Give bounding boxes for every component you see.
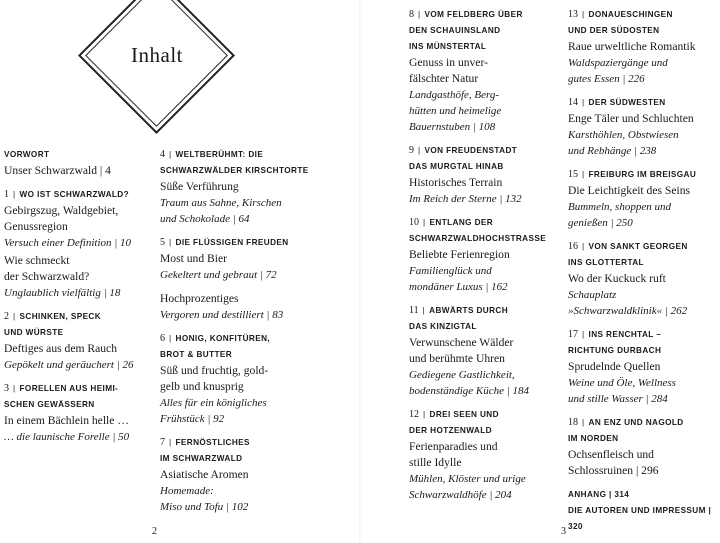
entry-title-line: Gebirgszug, Waldgebiet,: [4, 204, 119, 217]
entry-subtitle-line: Karsthöhlen, Obstwiesen: [568, 129, 679, 141]
section-heading-text: SCHWARZWÄLDER KIRSCHTORTE: [160, 166, 309, 175]
section-heading-line: [568, 487, 720, 503]
toc-entry: [568, 7, 720, 87]
section-heading-text: DEN SCHAUINSLAND: [409, 26, 501, 35]
section-heading-text: ENTLANG DER: [429, 218, 494, 227]
entry-subtitle-line: und Schokolade | 64: [160, 213, 250, 225]
entry-subtitle-line: Alles für ein königliches: [160, 397, 267, 409]
chapter-number: 8: [409, 9, 414, 20]
entry-subtitle-line: Gekeltert und gebraut | 72: [160, 269, 277, 281]
section-heading-line: [409, 215, 561, 231]
entry-subtitle-line: Homemade:: [160, 485, 214, 497]
entry-title-line: und berühmte Uhren: [409, 352, 505, 365]
entry-title-line: In einem Bächlein helle …: [4, 414, 129, 427]
section-heading-text: IM NORDEN: [568, 434, 619, 443]
entry-title-line: Genuss in unver-: [409, 56, 488, 69]
entry-subtitle-line: Im Reich der Sterne | 132: [409, 193, 522, 205]
entry-subtitle-line: Schauplatz: [568, 289, 617, 301]
entry-title-line: Historisches Terrain: [409, 176, 503, 189]
section-heading-text: DAS MURGTAL HINAB: [409, 162, 504, 171]
entry-subtitle-line: Landgasthöfe, Berg-: [409, 89, 500, 101]
toc-entry: [568, 487, 720, 535]
entry-title-line: stille Idylle: [409, 456, 462, 469]
toc-entry: [160, 235, 356, 283]
separator-bar: |: [13, 312, 16, 321]
separator-bar: |: [169, 238, 172, 247]
section-heading-text: DIE FLÜSSIGEN FREUDEN: [175, 238, 289, 247]
separator-bar: |: [582, 242, 585, 251]
separator-bar: |: [582, 170, 585, 179]
entry-title-line: gelb und knusprig: [160, 380, 244, 393]
entry-title-line: Ochsenfleisch und: [568, 448, 654, 461]
section-heading-line: [409, 143, 561, 159]
section-heading-line: [409, 303, 561, 319]
separator-bar: |: [418, 146, 421, 155]
entry-title-line: Hochprozentiges: [160, 292, 239, 305]
entry-subtitle-line: und Rebhänge | 238: [568, 145, 657, 157]
section-heading-line: [568, 255, 720, 271]
chapter-number: 9: [409, 145, 414, 156]
separator-bar: |: [169, 438, 172, 447]
entry-subtitle-line: Gediegene Gastlichkeit,: [409, 369, 515, 381]
entry-subtitle-line: Waldspaziergänge und: [568, 57, 668, 69]
section-heading-text: VOM FELDBERG ÜBER: [424, 10, 523, 19]
section-heading-text: VON FREUDENSTADT: [424, 146, 518, 155]
section-heading-line: [568, 327, 720, 343]
entry-title-line: Sprudelnde Quellen: [568, 360, 661, 373]
entry-subtitle-line: Mühlen, Klöster und urige: [409, 473, 526, 485]
entry-subtitle-line: gutes Essen | 226: [568, 73, 645, 85]
chapter-number: 15: [568, 169, 578, 180]
page-number-left: 2: [152, 526, 157, 537]
entry-title-line: Most und Bier: [160, 252, 227, 265]
section-heading-line: [568, 503, 720, 535]
toc-column-left-1: [4, 147, 156, 453]
section-heading-line: [568, 167, 720, 183]
toc-entry: [409, 407, 561, 503]
entry-title-line: Wo der Kuckuck ruft: [568, 272, 666, 285]
toc-entry: [4, 381, 156, 445]
entry-title-line: Beliebte Ferienregion: [409, 248, 510, 261]
section-heading-text: VON SANKT GEORGEN: [588, 242, 688, 251]
section-heading-text: INS GLOTTERTAL: [568, 258, 644, 267]
section-heading-line: [409, 407, 561, 423]
section-heading-line: [160, 331, 356, 347]
entry-title-line: Genussregion: [4, 220, 68, 233]
section-heading-line: [568, 343, 720, 359]
section-heading-line: [409, 23, 561, 39]
chapter-number: 17: [568, 329, 578, 340]
page-right: [360, 0, 720, 542]
section-heading-text: DER HOTZENWALD: [409, 426, 492, 435]
entry-subtitle-line: Versuch einer Definition | 10: [4, 237, 132, 249]
section-heading-text: HONIG, KONFITÜREN,: [175, 334, 271, 343]
section-heading-line: [409, 231, 561, 247]
section-heading-line: [160, 451, 356, 467]
entry-subtitle-line: Frühstück | 92: [160, 413, 225, 425]
separator-bar: |: [582, 330, 585, 339]
section-heading-line: [4, 187, 156, 203]
entry-title-line: fälschter Natur: [409, 72, 479, 85]
toc-entry: [568, 239, 720, 319]
chapter-number: 14: [568, 97, 578, 108]
section-heading-line: [568, 95, 720, 111]
chapter-number: 5: [160, 237, 165, 248]
page-left: [0, 0, 360, 542]
entry-title-line: Raue urweltliche Romantik: [568, 40, 696, 53]
entry-title-line: Ferienparadies und: [409, 440, 498, 453]
toc-column-left-2: [160, 147, 356, 523]
section-heading-text: FERNÖSTLICHES: [175, 438, 250, 447]
chapter-number: 18: [568, 417, 578, 428]
entry-subtitle-line: bodenständige Küche | 184: [409, 385, 530, 397]
separator-bar: |: [169, 334, 172, 343]
entry-subtitle-line: … die launische Forelle | 50: [4, 431, 130, 443]
toc-entry: [4, 147, 156, 179]
chapter-number: 7: [160, 437, 165, 448]
page-title: Inhalt: [131, 43, 183, 67]
toc-entry: [4, 253, 156, 301]
section-heading-line: [409, 7, 561, 23]
section-heading-text: SCHEN GEWÄSSERN: [4, 400, 95, 409]
section-heading-line: [568, 23, 720, 39]
toc-entry: [409, 215, 561, 295]
section-heading-line: [160, 435, 356, 451]
entry-title-line: der Schwarzwald?: [4, 270, 90, 283]
toc-entry: [160, 435, 356, 515]
section-heading-line: [409, 159, 561, 175]
chapter-number: 13: [568, 9, 578, 20]
section-heading-line: [568, 7, 720, 23]
toc-entry: [160, 331, 356, 427]
entry-subtitle-line: Weine und Öle, Wellness: [568, 377, 676, 389]
section-heading-line: [568, 239, 720, 255]
section-heading-line: [4, 309, 156, 325]
entry-title-line: Enge Täler und Schluchten: [568, 112, 694, 125]
section-heading-text: UND WÜRSTE: [4, 328, 64, 337]
section-heading-line: [160, 147, 356, 163]
toc-entry: [160, 291, 356, 323]
section-heading-text: INS RENCHTAL –: [588, 330, 662, 339]
entry-subtitle-line: hütten und heimelige: [409, 105, 502, 117]
section-heading-text: ABWÄRTS DURCH: [429, 306, 509, 315]
entry-subtitle-line: Unglaublich vielfältig | 18: [4, 287, 121, 299]
chapter-number: 16: [568, 241, 578, 252]
toc-column-right-2: [568, 7, 720, 543]
entry-subtitle-line: Vergoren und destilliert | 83: [160, 309, 284, 321]
entry-subtitle-line: genießen | 250: [568, 217, 633, 229]
section-heading-text: UND DER SÜDOSTEN: [568, 26, 660, 35]
chapter-number: 12: [409, 409, 419, 420]
separator-bar: |: [418, 10, 421, 19]
entry-title-line: Unser Schwarzwald | 4: [4, 164, 111, 177]
entry-subtitle-line: Traum aus Sahne, Kirschen: [160, 197, 282, 209]
section-heading-text: DAS KINZIGTAL: [409, 322, 477, 331]
section-heading-text: BROT & BUTTER: [160, 350, 233, 359]
entry-title-line: Deftiges aus dem Rauch: [4, 342, 118, 355]
entry-subtitle-line: Bauernstuben | 108: [409, 121, 496, 133]
toc-entry: [568, 95, 720, 159]
separator-bar: |: [13, 190, 16, 199]
toc-entry: [409, 143, 561, 207]
separator-bar: |: [422, 306, 426, 315]
section-heading-line: [568, 415, 720, 431]
entry-subtitle-line: Familienglück und: [409, 265, 492, 277]
section-heading-text: RICHTUNG DURBACH: [568, 346, 662, 355]
separator-bar: |: [582, 98, 585, 107]
entry-title-line: Verwunschene Wälder: [409, 336, 514, 349]
section-heading-text: AN ENZ UND NAGOLD: [588, 418, 684, 427]
separator-bar: |: [169, 150, 172, 159]
section-heading-line: [4, 381, 156, 397]
section-heading-text: FREIBURG IM BREISGAU: [588, 170, 697, 179]
toc-entry: [568, 415, 720, 479]
separator-bar: |: [423, 410, 426, 419]
entry-subtitle-line: Miso und Tofu | 102: [160, 501, 249, 513]
section-heading-line: [568, 431, 720, 447]
chapter-number: 3: [4, 383, 9, 394]
chapter-number: 2: [4, 311, 9, 322]
entry-title-line: Die Leichtigkeit des Seins: [568, 184, 691, 197]
page-number-right: 3: [561, 526, 566, 537]
section-heading-line: [160, 347, 356, 363]
entry-title-line: Asiatische Aromen: [160, 468, 249, 481]
chapter-number: 1: [4, 189, 9, 200]
entry-title-line: Wie schmeckt: [4, 254, 70, 267]
entry-title-line: Schlossruinen | 296: [568, 464, 659, 477]
toc-entry: [568, 327, 720, 407]
section-heading-text: WO IST SCHWARZWALD?: [19, 190, 130, 199]
toc-entry: [409, 7, 561, 135]
section-heading-line: [160, 235, 356, 251]
chapter-number: 4: [160, 149, 165, 160]
section-heading-text: WELTBERÜHMT: DIE: [175, 150, 264, 159]
chapter-number: 6: [160, 333, 165, 344]
section-heading-text: SCHWARZWALDHOCHSTRASSE: [409, 234, 547, 243]
toc-entry: [4, 187, 156, 251]
section-heading-line: [409, 319, 561, 335]
section-heading-text: SCHINKEN, SPECK: [19, 312, 102, 321]
section-heading-text: DREI SEEN UND: [429, 410, 499, 419]
section-heading-line: [409, 39, 561, 55]
chapter-number: 11: [409, 305, 419, 316]
entry-title-line: Süße Verführung: [160, 180, 239, 193]
section-heading-text: DER SÜDWESTEN: [588, 98, 666, 107]
separator-bar: |: [13, 384, 16, 393]
section-heading-line: [160, 163, 356, 179]
separator-bar: |: [582, 10, 585, 19]
section-heading-line: [409, 423, 561, 439]
section-heading-text: DIE AUTOREN UND IMPRESSUM | 320: [568, 506, 712, 531]
entry-subtitle-line: und stille Wasser | 284: [568, 393, 668, 405]
section-heading-text: FORELLEN AUS HEIMI-: [19, 384, 119, 393]
toc-entry: [160, 147, 356, 227]
toc-column-right-1: [409, 7, 561, 511]
section-heading-text: ANHANG | 314: [568, 490, 630, 499]
entry-subtitle-line: Gepökelt und geräuchert | 26: [4, 359, 134, 371]
toc-entry: [568, 167, 720, 231]
toc-entry: [409, 303, 561, 399]
entry-subtitle-line: »Schwarzwaldklinik« | 262: [568, 305, 688, 317]
entry-subtitle-line: Bummeln, shoppen und: [568, 201, 671, 213]
section-heading-text: INS MÜNSTERTAL: [409, 42, 487, 51]
entry-title-line: Süß und fruchtig, gold-: [160, 364, 269, 377]
section-heading-text: IM SCHWARZWALD: [160, 454, 243, 463]
section-heading: VORWORT: [4, 150, 50, 159]
chapter-number: 10: [409, 217, 419, 228]
separator-bar: |: [423, 218, 426, 227]
section-heading-text: DONAUESCHINGEN: [588, 10, 673, 19]
section-heading-line: [4, 325, 156, 341]
separator-bar: |: [582, 418, 585, 427]
entry-subtitle-line: Schwarzwaldhöfe | 204: [409, 489, 512, 501]
entry-subtitle-line: mondäner Luxus | 162: [409, 281, 508, 293]
toc-entry: [4, 309, 156, 373]
section-heading-line: [4, 397, 156, 413]
